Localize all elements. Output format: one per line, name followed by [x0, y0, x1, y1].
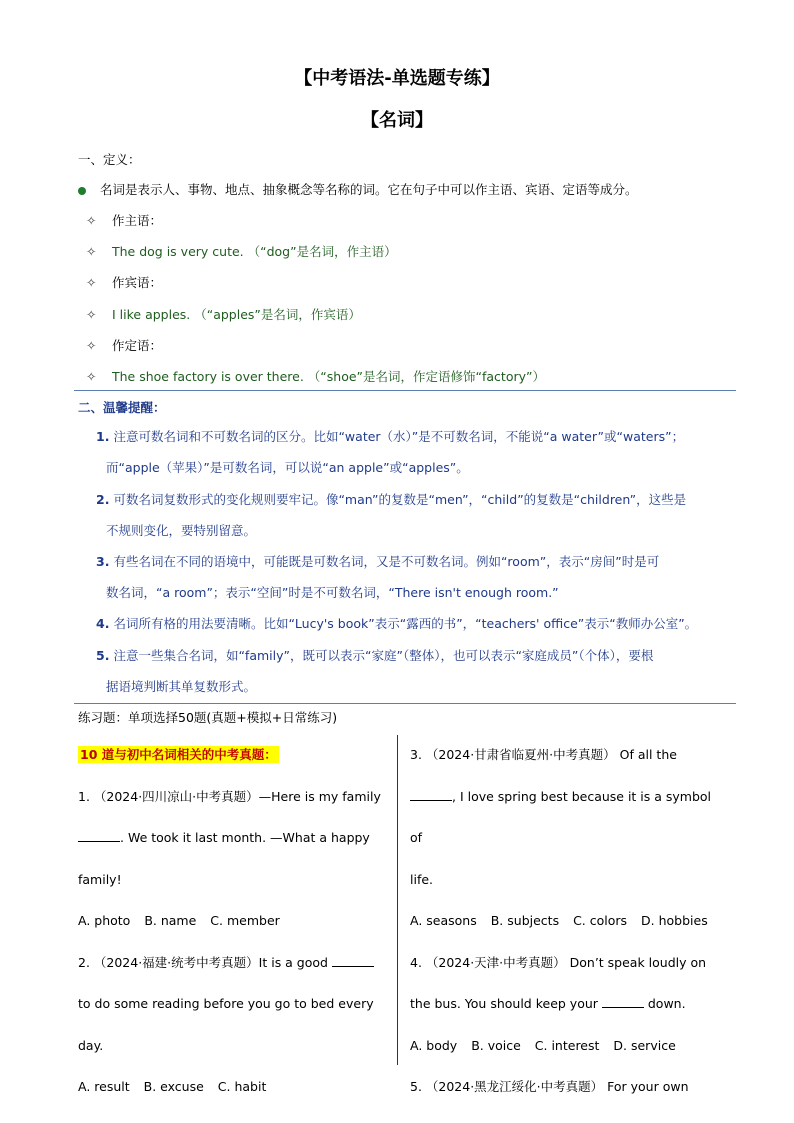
option-b: B. subjects: [490, 913, 560, 928]
tip-item: [96, 608, 736, 639]
item-text: 作主语：: [112, 213, 163, 228]
options-row: [410, 900, 718, 942]
tip-item: [96, 484, 736, 546]
tip-text: 注意可数名词和不可数名词的区分。比如“water（水）”是不可数名词，不能说“a water”或“waters”；: [113, 429, 685, 444]
definition-item: [86, 273, 162, 291]
question-stem: life.: [410, 871, 434, 887]
option-d: D. hobbies: [641, 913, 708, 928]
question-stem-line: [410, 776, 718, 859]
diamond-star-icon: ✧: [86, 338, 97, 353]
options-row: [78, 1066, 383, 1108]
tip-text: 可数名词复数形式的变化规则要牢记。像“man”的复数是“men”，“child”的复数是“children”，这些是: [113, 492, 687, 507]
left-column: [78, 734, 383, 1108]
bullet-dot-icon: [78, 187, 86, 195]
page-title: 【中考语法-单选题专练】: [294, 68, 500, 89]
question-stem: , I love spring best because it is a symbol of: [410, 788, 712, 845]
divider: [74, 390, 736, 391]
right-column: [410, 734, 718, 1108]
question-stem: 2. （2024·福建·统考中考真题）It is a good: [78, 954, 328, 970]
tip-text-cont: 数名词，“a room”；表示“空间”时是不可数名词，“There isn't enough room.”: [106, 585, 559, 600]
diamond-star-icon: ✧: [86, 244, 97, 259]
tip-number: 2.: [96, 492, 110, 507]
option-c: C. interest: [534, 1037, 600, 1053]
tip-text-cont: 不规则变化，要特别留意。: [106, 523, 257, 538]
option-a: A. result: [78, 1079, 130, 1094]
option-c: C. member: [210, 913, 280, 928]
answer-blank: [78, 829, 120, 842]
option-a: A. seasons: [410, 913, 477, 928]
item-example-text: I like apples. （“apples”是名词，作宾语）: [112, 307, 361, 322]
diamond-star-icon: ✧: [86, 369, 97, 384]
question-stem: 1. （2024·四川凉山·中考真题）—Here is my family: [78, 788, 381, 804]
item-text: 作定语：: [112, 338, 163, 353]
question-stem: to do some reading before you go to bed every day.: [78, 996, 374, 1053]
option-a: A. body: [410, 1037, 458, 1053]
question-stem-line: [78, 817, 383, 859]
definition-text: 名词是表示人、事物、地点、抽象概念等名称的词。它在句子中可以作主语、宾语、定语等成分。: [100, 182, 638, 197]
question-stem: the bus. You should keep your: [410, 996, 598, 1011]
tip-text: 有些名词在不同的语境中，可能既是可数名词，又是不可数名词。例如“room”，表示“房间”时是可: [113, 554, 660, 569]
tip-number: 3.: [96, 554, 110, 569]
tip-text-cont: 据语境判断其单复数形式。: [106, 679, 257, 694]
question-stem-line: [78, 942, 383, 984]
tip-item: [96, 421, 736, 483]
option-b: B. name: [144, 913, 197, 928]
item-example-text: The shoe factory is over there. （“shoe”是名词，作定语修饰“factory”）: [112, 369, 545, 384]
tip-item: [96, 640, 736, 702]
tip-number: 1.: [96, 429, 110, 444]
option-b: B. voice: [471, 1037, 521, 1053]
page-subtitle: 【名词】: [361, 110, 433, 131]
tip-number: 5.: [96, 648, 110, 663]
question-stem: 5. （2024·黑龙江绥化·中考真题） For your own: [410, 1079, 689, 1094]
answer-blank: [410, 788, 452, 801]
diamond-star-icon: ✧: [86, 213, 97, 228]
section-tips-heading: 二、温馨提醒：: [78, 400, 166, 415]
definition-item: [86, 305, 361, 323]
definition-item: [86, 336, 162, 354]
definition-item: [86, 242, 397, 260]
question-stem: down.: [647, 996, 686, 1011]
option-c: C. colors: [573, 913, 628, 928]
question-stem: 4. （2024·天津·中考真题） Don’t speak loudly on: [410, 954, 707, 970]
tip-text: 名词所有格的用法要清晰。比如“Lucy's book”表示“露西的书”，“teachers' office”表示“教师办公室”。: [113, 616, 698, 631]
tip-text: 注意一些集合名词，如“family”，既可以表示“家庭”（整体），也可以表示“家庭成员”（个体），要根: [113, 648, 654, 663]
option-b: B. excuse: [143, 1079, 204, 1094]
diamond-star-icon: ✧: [86, 275, 97, 290]
section-definition-heading: 一、定义：: [78, 152, 141, 167]
option-c: C. habit: [217, 1079, 267, 1094]
tip-text-cont: 而“apple（苹果）”是可数名词，可以说“an apple”或“apples”。: [106, 460, 469, 475]
answer-blank: [602, 995, 644, 1008]
option-d: D. service: [613, 1037, 676, 1053]
column-divider: [397, 735, 398, 1065]
diamond-star-icon: ✧: [86, 307, 97, 322]
question-stem: . We took it last month. —What a happy: [120, 830, 370, 845]
definition-bullet: [78, 180, 638, 198]
practice-heading: 练习题：单项选择50题(真题+模拟+日常练习): [78, 710, 338, 725]
options-row: [78, 900, 383, 942]
options-row: [410, 1025, 718, 1067]
item-text: 作宾语：: [112, 275, 163, 290]
highlight-heading: 10 道与初中名词相关的中考真题：: [80, 747, 277, 762]
tip-item: [96, 546, 736, 608]
option-a: A. photo: [78, 913, 131, 928]
question-stem-line: [410, 983, 718, 1025]
divider: [74, 703, 736, 704]
tip-number: 4.: [96, 616, 110, 631]
answer-blank: [332, 954, 374, 967]
definition-item: [86, 211, 162, 229]
definition-item: [86, 367, 545, 385]
question-stem: 3. （2024·甘肃省临夏州·中考真题） Of all the: [410, 747, 677, 762]
item-example-text: The dog is very cute. （“dog”是名词，作主语）: [112, 244, 397, 259]
question-stem: family!: [78, 871, 122, 887]
